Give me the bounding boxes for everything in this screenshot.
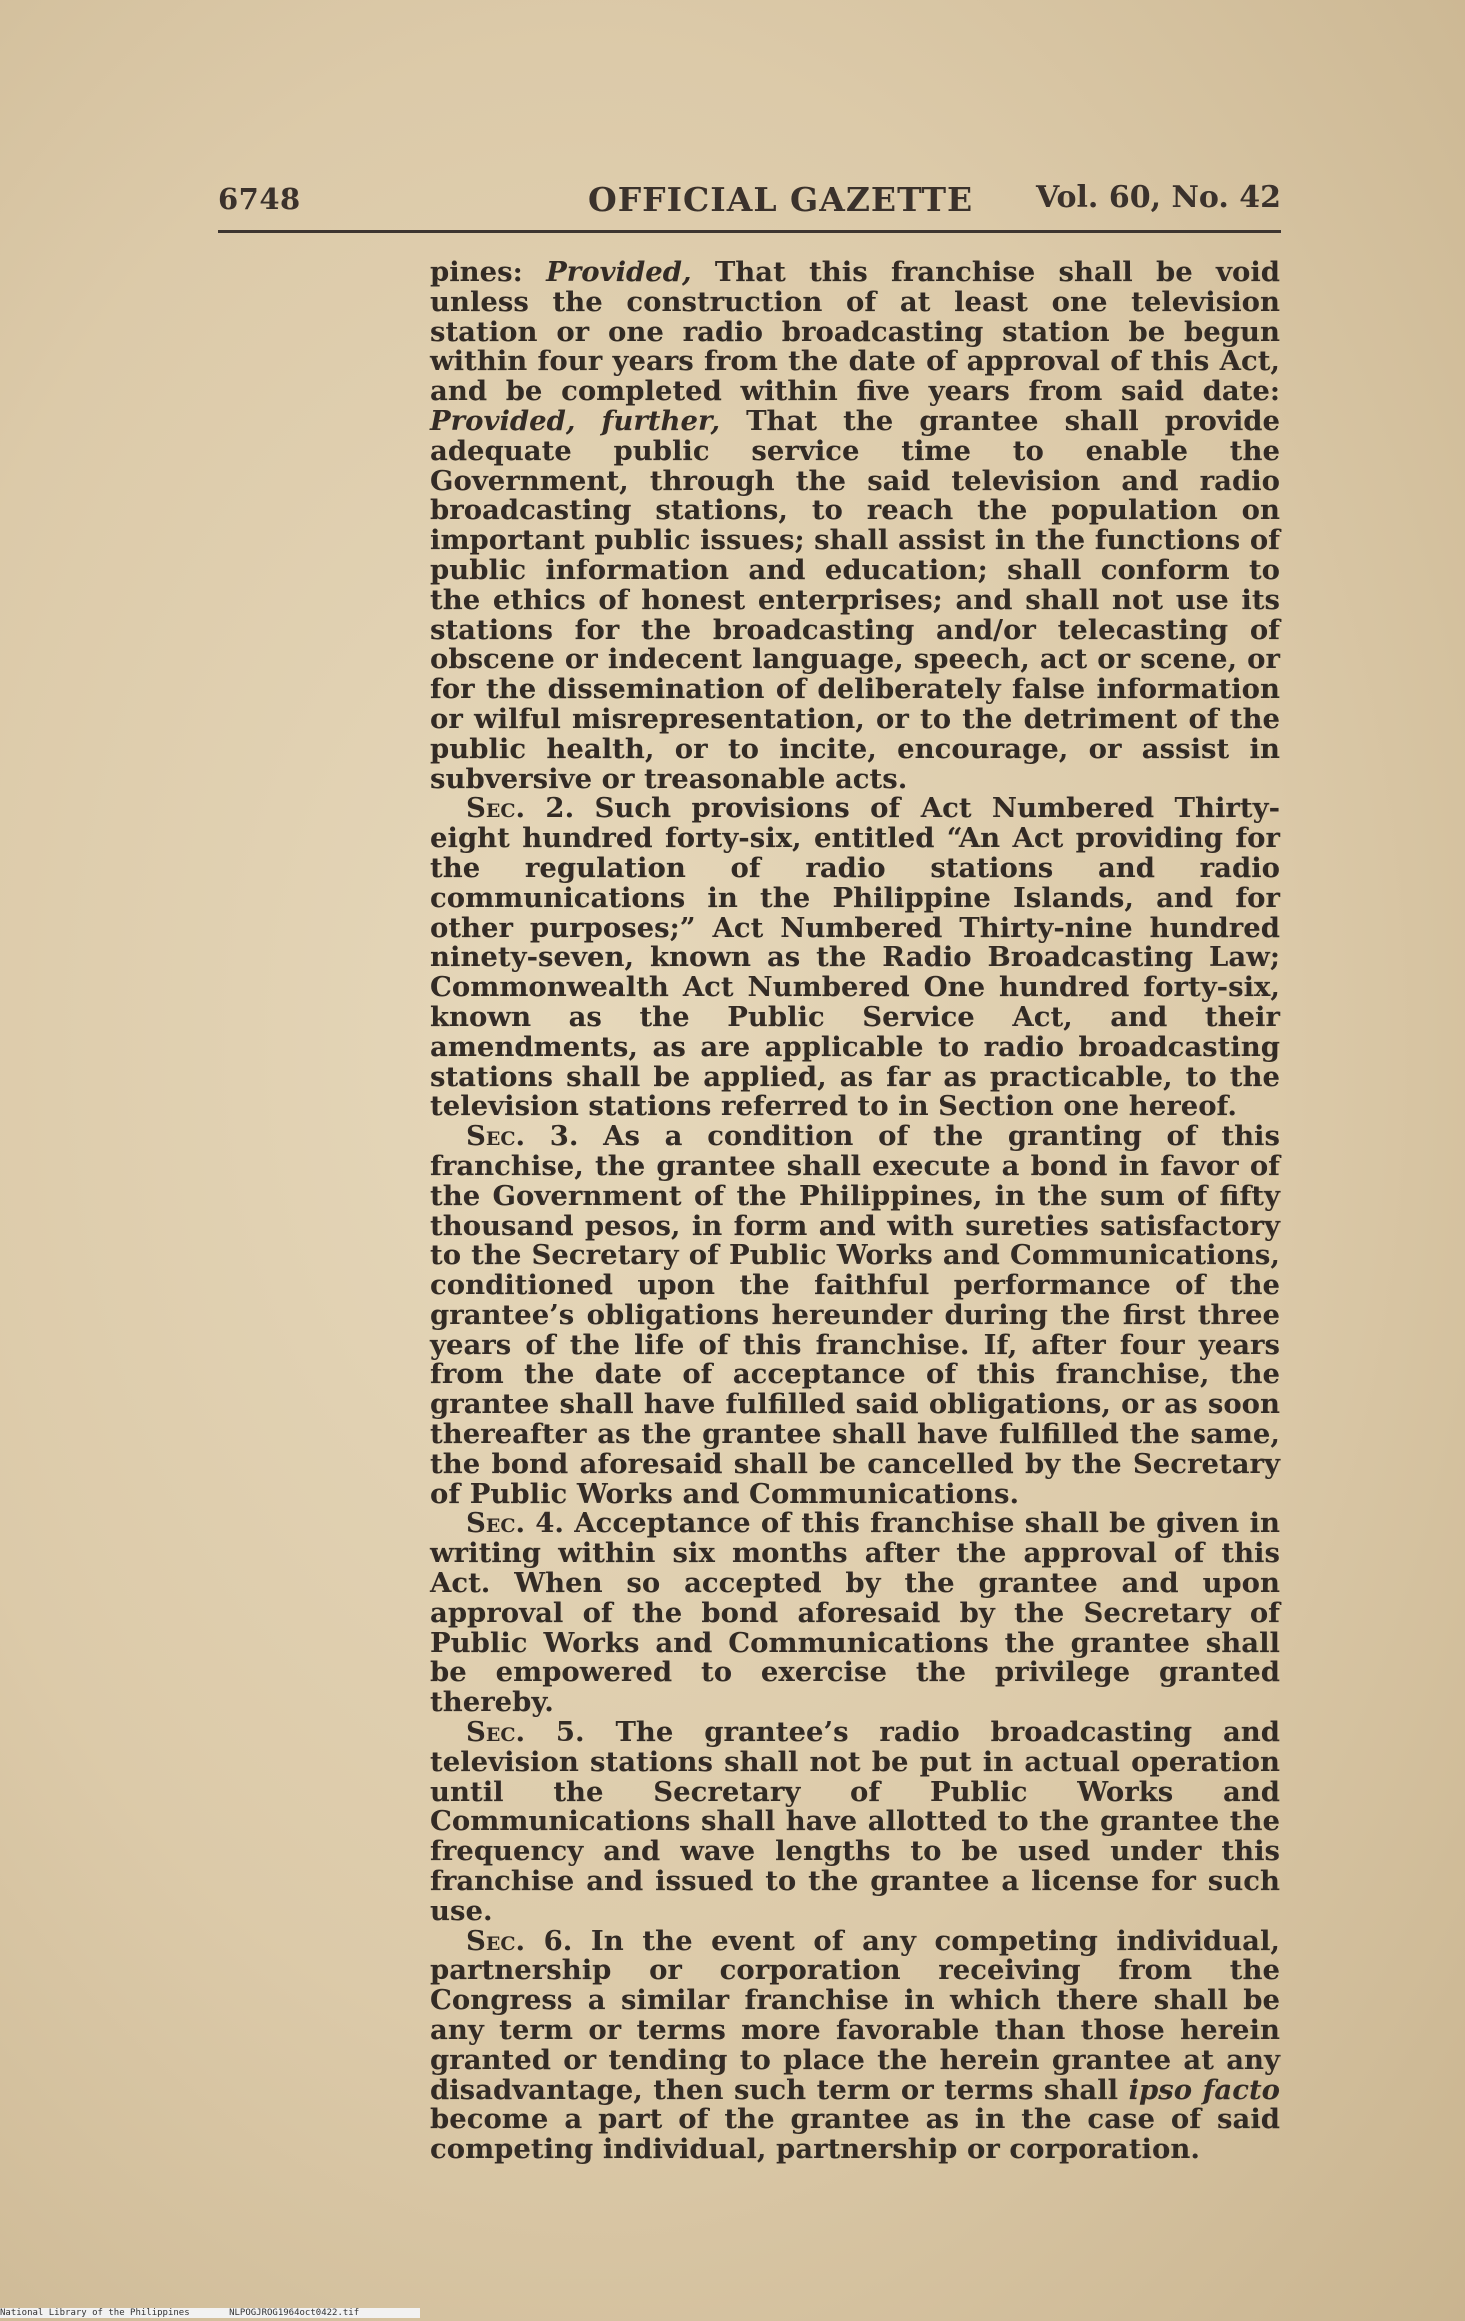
- text-run: That the grantee shall provide adequate public service time to enable the Government, through the said television and radio broadcasting stations, to reach the population on important public issues; shall assist in the functions of public information and education; shall conform to the ethics of honest enterprises; and shall not use its stations for the broadcasting and/or telecasting of obscene or indecent language, speech, act or scene, or for the dissemination of deliberately false information or wilful misrepresentation, or to the detriment of the public health, or to incite, encourage, or assist in subversive or treasonable acts.: [430, 404, 1280, 795]
- paragraph: [430, 1122, 1280, 1509]
- file-name: NLPOGJROG1964oct0422.tif: [229, 2308, 360, 2318]
- paragraph: [430, 258, 1280, 794]
- library-label: National Library of the Philippines: [0, 2308, 190, 2318]
- section-label: Sec. 3.: [466, 1120, 579, 1153]
- page-header: [218, 178, 1281, 222]
- paragraph: [430, 794, 1280, 1122]
- header-rule: [218, 230, 1281, 233]
- italic-text: Provided,: [546, 256, 692, 288]
- text-run: Such provisions of Act Numbered Thirty-eight hundred forty-six, entitled “An Act providing for the regulation of radio stations and radio communications in the Philippine Islands, and for other purposes;” Act Numbered Thirty-nine hundred ninety-seven, known as the Radio Broadcasting Law; Commonwealth Act Numbered One hundred forty-six, known as the Public Service Act, and their amendments, as are applicable to radio broadcasting stations shall be applied, as far as practicable, to the television stations referred to in Section one hereof.: [430, 792, 1280, 1123]
- section-label: Sec. 2.: [466, 792, 575, 825]
- text-run: The grantee’s radio broadcasting and television stations shall not be put in actual operation until the Secretary of Public Works and Communications shall have allotted to the grantee the frequency and wave lengths to be used under this franchise and issued to the grantee a license for such use.: [430, 1716, 1280, 1927]
- paragraph: [430, 1509, 1280, 1718]
- publication-title: OFFICIAL GAZETTE: [588, 180, 974, 219]
- italic-text: Provided, further,: [430, 404, 721, 437]
- section-label: Sec. 6.: [466, 1924, 573, 1957]
- paragraph: [430, 1924, 1281, 2166]
- scan-footer: [0, 2308, 420, 2318]
- section-label: Sec. 5.: [466, 1716, 585, 1749]
- text-run: That this franchise shall be void unless the construction of at least one television station or one radio broadcasting station be begun within four years from the date of approval of this Act, and be completed within five years from said date:: [430, 256, 1280, 408]
- text-run: Acceptance of this franchise shall be given in writing within six months after the approval of this Act. When so accepted by the grantee and upon approval of the bond aforesaid by the Secretary of Public Works and Communications the grantee shall be empowered to exercise the privilege granted thereby.: [430, 1507, 1280, 1719]
- text-run: pines:: [430, 256, 547, 288]
- body-text: [430, 258, 1280, 2165]
- text-run: become a part of the grantee as in the case of said competing individual, partnership or corporation.: [430, 2103, 1280, 2166]
- italic-text: ipso facto: [1128, 2073, 1281, 2106]
- paragraph: [430, 1718, 1280, 1927]
- text-run: In the event of any competing individual, partnership or corporation receiving from the Congress a similar franchise in which there shall be any term or terms more favorable than those herein granted or tending to place the herein grantee at any disadvantage, then such term or terms shall: [430, 1924, 1280, 2106]
- text-run: As a condition of the granting of this franchise, the grantee shall execute a bond in favor of the Government of the Philippines, in the sum of fifty thousand pesos, in form and with sureties satisfactory to the Secretary of Public Works and Communications, conditioned upon the faithful performance of the grantee’s obligations hereunder during the first three years of the life of this franchise. If, after four years from the date of acceptance of this franchise, the grantee shall have fulfilled said obligations, or as soon thereafter as the grantee shall have fulfilled the same, the bond aforesaid shall be cancelled by the Secretary of Public Works and Communications.: [430, 1120, 1280, 1510]
- section-label: Sec. 4.: [466, 1507, 565, 1540]
- volume-issue: Vol. 60, No. 42: [1036, 180, 1281, 215]
- page-number: 6748: [218, 182, 301, 216]
